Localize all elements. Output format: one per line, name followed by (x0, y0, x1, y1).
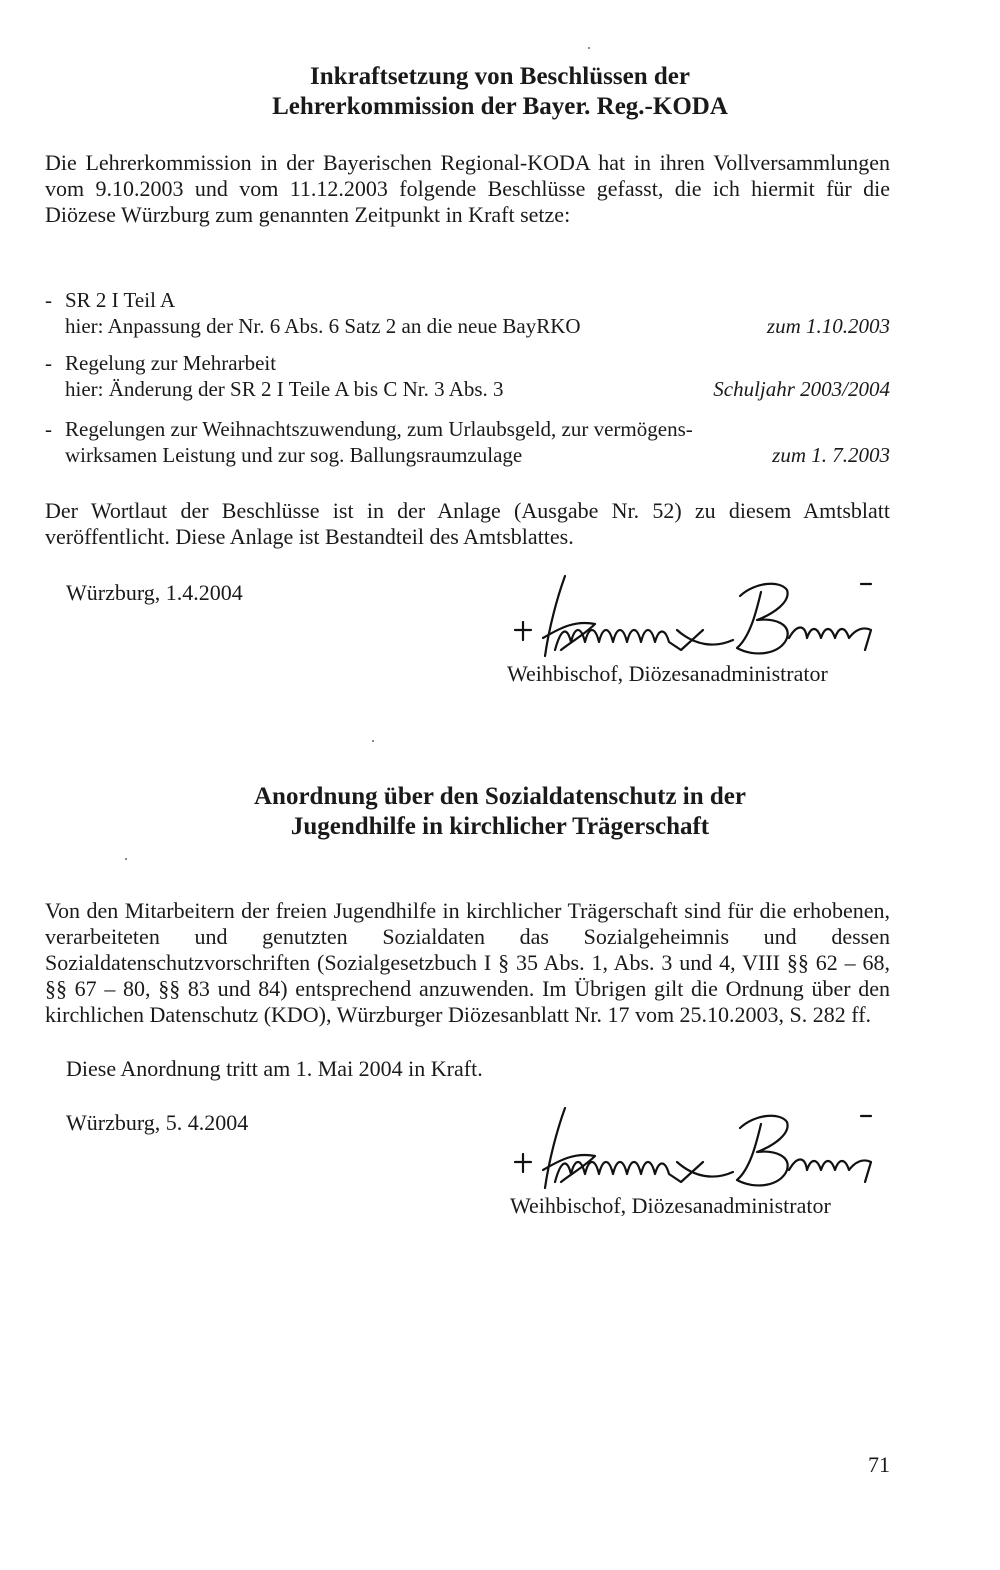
list-item-date: zum 1. 7.2003 (772, 443, 890, 467)
list-item-detail: hier: Änderung der SR 2 I Teile A bis C Nr. 3 Abs. 3 (65, 377, 504, 401)
page-number: 71 (868, 1452, 890, 1477)
list-item-date: Schuljahr 2003/2004 (713, 377, 890, 401)
section1-title-line1: Inkraftsetzung von Beschlüssen der (310, 63, 690, 90)
section2-title-line2: Jugendhilfe in kirchlicher Trägerschaft (290, 813, 710, 840)
list-item (45, 350, 890, 402)
section1-place-date: Würzburg, 1.4.2004 (66, 580, 243, 605)
section1-title-line2: Lehrerkommission der Bayer. Reg.-KODA (272, 93, 728, 120)
list-item-title: SR 2 I Teil A (65, 288, 176, 312)
section2-signature-role: Weihbischof, Diözesanadministrator (510, 1193, 831, 1218)
list-item (45, 287, 890, 339)
list-dash: - (45, 288, 52, 312)
list-item-title: Regelung zur Mehrarbeit (65, 351, 277, 375)
section1-wording: Der Wortlaut der Beschlüsse ist in der Anlage (Ausgabe Nr. 52) zu diesem Amtsblatt veröffentlicht. Diese Anlage ist Bestandteil des Amtsblattes. (45, 498, 890, 549)
section2-place-date: Würzburg, 5. 4.2004 (66, 1110, 249, 1135)
section2-title-line1: Anordnung über den Sozialdatenschutz in der (254, 783, 746, 810)
scan-speck (372, 740, 374, 742)
list-item-title: Regelungen zur Weihnachtszuwendung, zum Urlaubsgeld, zur vermögens- (65, 417, 693, 441)
section2-body: Von den Mitarbeitern der freien Jugendhilfe in kirchlicher Trägerschaft sind für die erhobenen, verarbeiteten und genutzten Sozialdaten das Sozialgeheimnis und dessen Sozialdatenschutzvorschriften (Sozialgesetzbuch I § 35 Abs. 1, Abs. 3 und 4, VIII §§ 62 – 68, §§ 67 – 80, §§ 83 und 84) entsprechend anzuwenden. Im Übrigen gilt die Ordnung über den kirchlichen Datenschutz (KDO), Würzburger Diözesanblatt Nr. 17 vom 25.10.2003, S. 282 ff. (45, 898, 890, 1027)
list-dash: - (45, 417, 52, 441)
section1-title (0, 62, 1000, 122)
section2-effective: Diese Anordnung tritt am 1. Mai 2004 in Kraft. (66, 1056, 483, 1081)
list-item-detail: hier: Anpassung der Nr. 6 Abs. 6 Satz 2 an die neue BayRKO (65, 314, 581, 338)
scan-speck (588, 47, 590, 49)
section1-intro: Die Lehrerkommission in der Bayerischen Regional-KODA hat in ihren Vollversammlungen vom 9.10.2003 und vom 11.12.2003 folgende Beschlüsse gefasst, die ich hiermit für die Diözese Würzburg zum genannten Zeitpunkt in Kraft setze: (45, 150, 890, 227)
section1-signature-role: Weihbischof, Diözesanadministrator (507, 661, 828, 686)
list-item-detail: wirksamen Leistung und zur sog. Ballungsraumzulage (65, 443, 523, 467)
list-item (45, 416, 890, 468)
signature-image (505, 568, 895, 668)
scan-speck (125, 858, 127, 860)
section2-title (0, 782, 1000, 842)
list-item-date: zum 1.10.2003 (766, 314, 890, 338)
signature-image (505, 1100, 895, 1200)
list-dash: - (45, 351, 52, 375)
